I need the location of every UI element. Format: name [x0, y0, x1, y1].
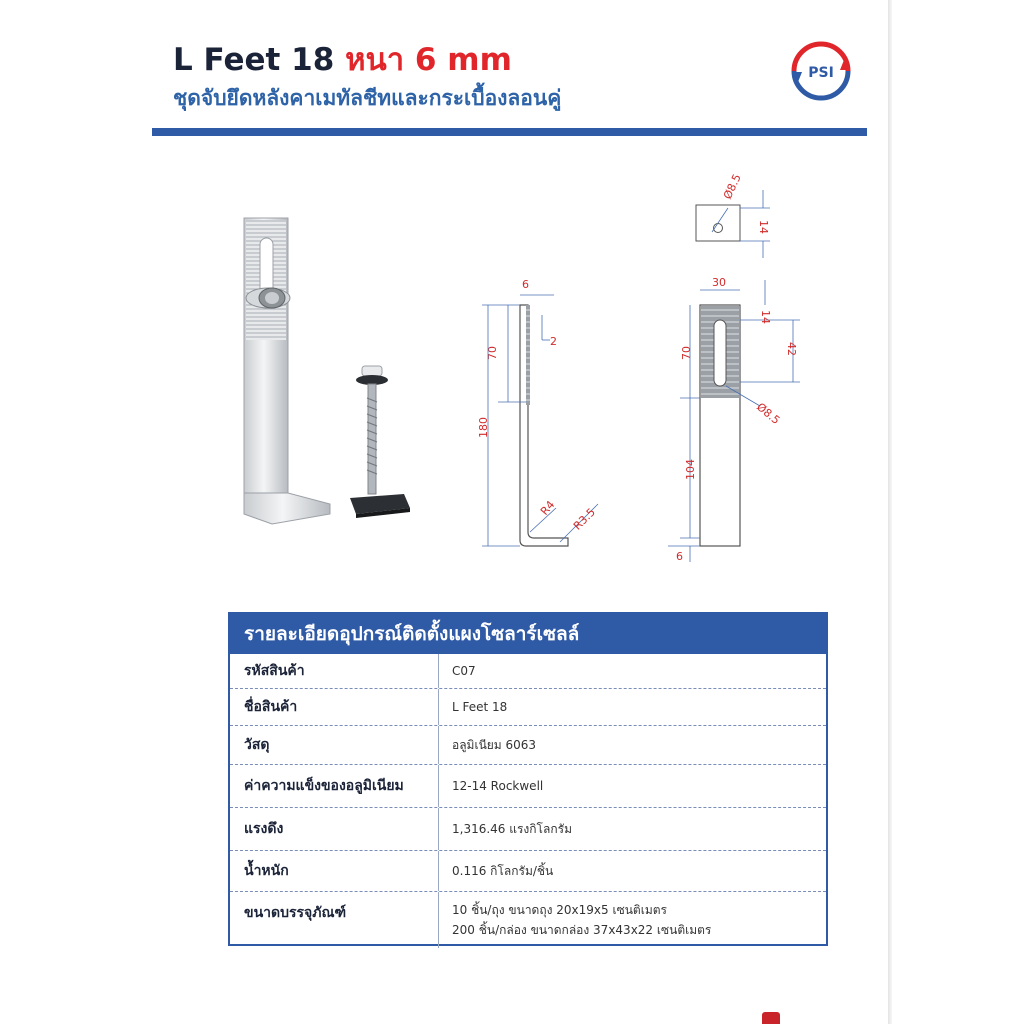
logo-text: PSI	[808, 65, 834, 81]
row-label: รหัสสินค้า	[244, 663, 305, 679]
dim-face-bottom: 6	[676, 550, 683, 563]
dim-side-slot: 70	[486, 346, 499, 360]
page-subtitle: ชุดจับยึดหลังคาเมทัลชีทและกระเบื้องลอนคู่	[173, 86, 562, 110]
row-label: ชื่อสินค้า	[244, 699, 298, 715]
dim-front-14: 14	[757, 220, 770, 234]
table-row	[230, 654, 826, 689]
row-value: 12-14 Rockwell	[452, 779, 544, 793]
technical-drawing	[460, 170, 810, 570]
spec-table	[228, 612, 828, 946]
spec-heading: รายละเอียดอุปกรณ์ติดตั้งแผงโซลาร์เซลล์	[230, 614, 826, 654]
row-value-second-line: 200 ชิ้น/กล่อง ขนาดกล่อง 37x43x22 เซนติเมตร	[452, 923, 712, 937]
thickness-title: หนา 6 mm	[345, 42, 512, 78]
dim-side-total: 180	[477, 417, 490, 438]
dim-inner-radius: R3.5	[570, 505, 598, 533]
row-value: 1,316.46 แรงกิโลกรัม	[452, 822, 572, 836]
row-value-group	[438, 892, 826, 948]
table-row	[230, 851, 826, 892]
table-row	[230, 808, 826, 851]
table-row	[230, 765, 826, 808]
dim-face-top: 14	[759, 310, 772, 324]
dim-face-lower: 104	[684, 459, 697, 480]
row-value: C07	[452, 664, 476, 678]
table-row	[230, 726, 826, 765]
psi-logo	[790, 40, 852, 102]
header-rule	[152, 128, 867, 136]
page-corner-mark	[762, 1012, 780, 1024]
product-photo	[232, 208, 422, 528]
dim-face-width: 30	[712, 276, 726, 289]
row-label: น้ำหนัก	[244, 863, 289, 879]
row-label: ขนาดบรรจุภัณฑ์	[244, 905, 347, 921]
row-value: L Feet 18	[452, 700, 508, 714]
row-value: 10 ชิ้น/ถุง ขนาดถุง 20x19x5 เซนติเมตร	[452, 903, 667, 917]
dim-face-hole: Ø8.5	[754, 400, 783, 428]
table-row	[230, 892, 826, 948]
dim-side-thickness: 6	[522, 278, 529, 291]
product-title: L Feet 18	[173, 42, 335, 78]
row-value: อลูมิเนียม 6063	[452, 738, 537, 752]
dim-face-slot: 42	[785, 342, 798, 356]
dim-face-zone: 70	[680, 346, 693, 360]
row-label: วัสดุ	[244, 737, 270, 753]
dim-front-hole: Ø8.5	[720, 172, 744, 202]
dim-outer-radius: R4	[538, 498, 558, 518]
row-label: แรงดึง	[244, 821, 284, 837]
row-value: 0.116 กิโลกรัม/ชิ้น	[452, 864, 554, 878]
page-title	[173, 34, 512, 84]
dim-side-groove: 2	[550, 335, 557, 348]
row-label: ค่าความแข็งของอลูมิเนียม	[244, 778, 404, 794]
page-edge-shadow	[888, 0, 892, 1024]
table-row	[230, 689, 826, 726]
